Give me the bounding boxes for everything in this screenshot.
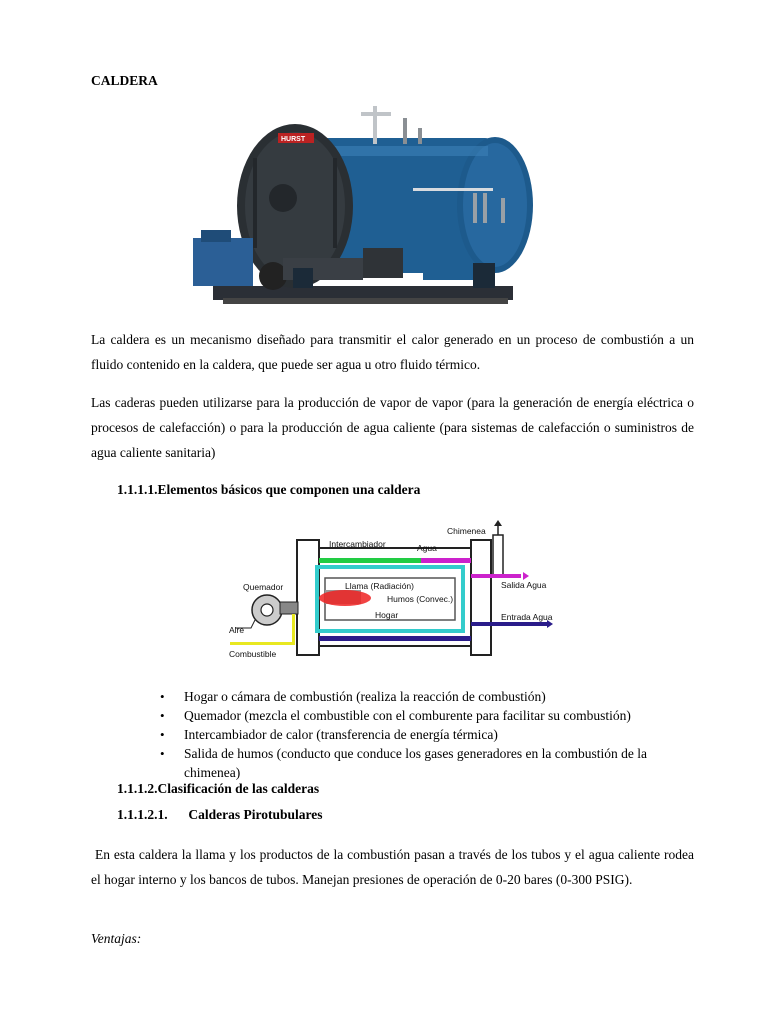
list-item: • Quemador (mezcla el combustible con el comburente para facilitar su combustión)	[160, 706, 700, 725]
paragraph-pirotubulares: En esta caldera la llama y los productos de la combustión pasan a través de los tubos y el agua caliente rodea el hogar interno y los bancos de tubos. Manejan presiones de operación de 0-20 bares (0-300 PSIG).	[91, 847, 694, 887]
diagram-label-combustible: Combustible	[229, 649, 277, 659]
paragraph-uses: Las caderas pueden utilizarse para la producción de vapor de vapor (para la generación de energía eléctrica o procesos de calefacción) o para la producción de agua caliente (para sistemas de calefacción o suministros de agua caliente sanitaria)	[91, 395, 694, 460]
diagram-label-humos: Humos (Convec.)	[387, 594, 454, 604]
heading-clasificacion: 1.1.1.2.Clasificación de las calderas	[117, 781, 320, 796]
page-title: CALDERA	[91, 73, 158, 88]
diagram-label-llama: Llama (Radiación)	[345, 581, 414, 591]
elements-list	[160, 687, 700, 782]
ventajas-label: Ventajas:	[91, 931, 142, 946]
diagram-label-chimenea: Chimenea	[447, 526, 486, 536]
heading-number: 1.1.1.2.1.	[117, 807, 168, 822]
boiler-photo	[183, 98, 535, 320]
boiler-illustration	[193, 106, 533, 304]
diagram-label-entrada-agua: Entrada Agua	[501, 612, 553, 622]
list-item: • Intercambiador de calor (transferencia de energía térmica)	[160, 725, 700, 744]
nameplate-text: HURST	[281, 136, 306, 143]
diagram-label-agua: Agua	[417, 543, 437, 553]
diagram-label-hogar: Hogar	[375, 610, 399, 620]
list-item: • Hogar o cámara de combustión (realiza la reacción de combustión)	[160, 687, 700, 706]
list-item: • Salida de humos (conducto que conduce los gases generadores en la combustión de la chimenea)	[160, 744, 700, 782]
diagram-label-aire: Aire	[229, 625, 245, 635]
boiler-diagram	[225, 520, 570, 665]
heading-text: Calderas Pirotubulares	[188, 807, 323, 822]
heading-pirotubulares	[117, 807, 323, 823]
flame-shape	[319, 590, 371, 606]
diagram-label-intercambiador: Intercambiador	[329, 539, 386, 549]
diagram-label-salida-agua: Salida Agua	[501, 580, 547, 590]
heading-elementos: 1.1.1.1.Elementos básicos que componen una caldera	[117, 482, 421, 497]
diagram-label-quemador: Quemador	[243, 582, 284, 592]
paragraph-definition: La caldera es un mecanismo diseñado para transmitir el calor generado en un proceso de combustión a un fluido contenido en la caldera, que puede ser agua u otro fluido térmico.	[91, 332, 694, 372]
